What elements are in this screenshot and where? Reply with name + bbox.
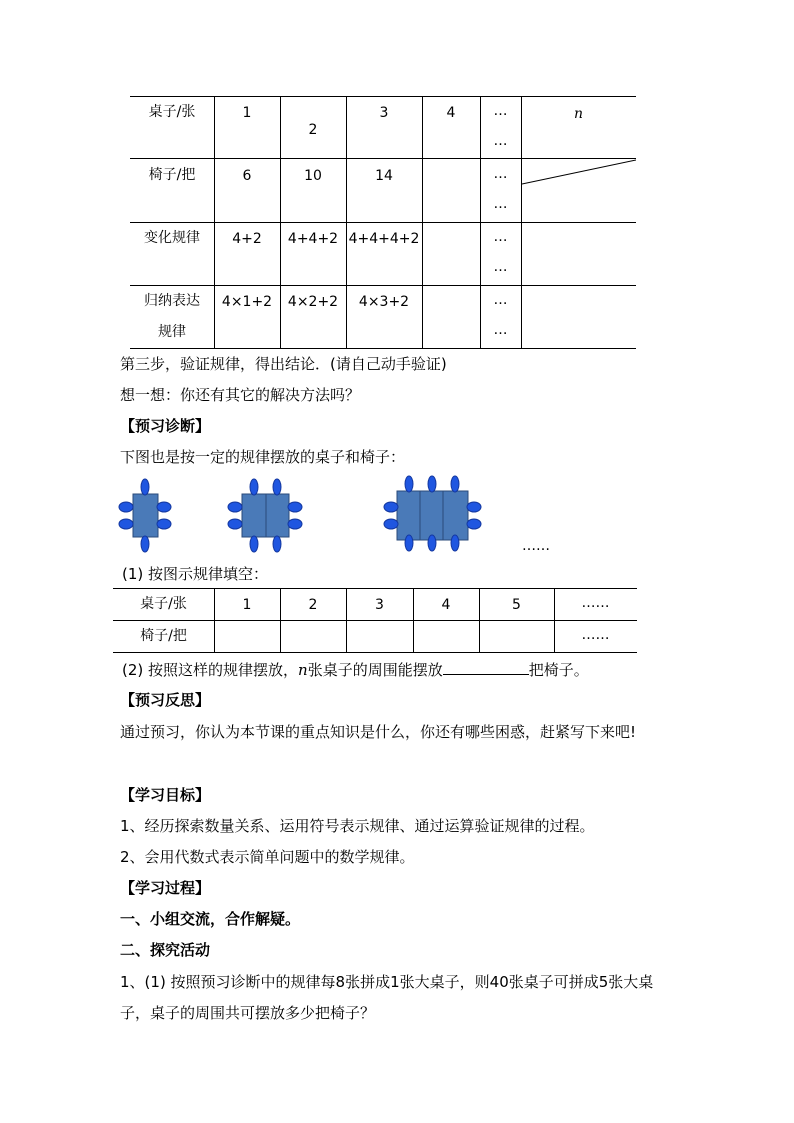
reflection-text: 通过预习，你认为本节课的重点知识是什么，你还有哪些困惑，赶紧写下来吧! [120, 723, 637, 741]
process-step: 二、探究活动 [120, 941, 211, 959]
table-cell: 10 [304, 168, 322, 184]
answer-blank[interactable] [443, 660, 529, 675]
section-heading: 【预习反思】 [120, 691, 211, 709]
chair-shape [157, 519, 171, 529]
ellipsis: … [493, 292, 508, 308]
chair-shape [405, 535, 413, 551]
table-shape [443, 491, 468, 540]
table-cell: 4+4+4+2 [348, 231, 420, 247]
goal-item: 2、会用代数式表示简单问题中的数学规律。 [120, 848, 415, 866]
section-heading: 【预习诊断】 [120, 417, 211, 435]
chair-shape [451, 535, 459, 551]
chair-shape [384, 502, 398, 512]
figure-ellipsis: …… [522, 538, 550, 554]
table-shape [397, 491, 420, 540]
table-cell: 4 [446, 105, 456, 121]
table-cell: 14 [375, 168, 393, 184]
table-cell: 3 [379, 105, 389, 121]
chair-shape [467, 502, 481, 512]
ellipsis: … [493, 322, 508, 338]
table-shape [420, 491, 443, 540]
ellipsis: … [493, 259, 508, 275]
chair-shape [428, 535, 436, 551]
chair-shape [228, 502, 242, 512]
ellipsis: … [493, 166, 508, 182]
activity-text: 子，桌子的周围共可摆放多少把椅子？ [120, 1004, 376, 1022]
chair-shape [250, 536, 258, 552]
think-text: 想一想：你还有其它的解决方法吗？ [120, 386, 361, 404]
row-label: 规律 [158, 324, 186, 340]
process-step: 一、小组交流，合作解疑。 [120, 910, 301, 928]
table-cell: 4×3+2 [358, 294, 410, 310]
diagonal-line [521, 158, 636, 222]
section-heading: 【学习过程】 [120, 879, 211, 897]
chair-shape [228, 519, 242, 529]
ellipsis: …… [581, 595, 610, 611]
tables-chairs-figure [110, 470, 570, 560]
table-cell: 4×1+2 [221, 294, 273, 310]
table-cell: 4+4+2 [287, 231, 339, 247]
chair-shape [288, 519, 302, 529]
chair-shape [384, 519, 398, 529]
n-symbol: n [298, 661, 308, 679]
q2-text: 张桌子的周围能摆放 [307, 661, 443, 679]
chair-shape [273, 536, 281, 552]
chair-shape [288, 502, 302, 512]
activity-text: 1、(1) 按照预习诊断中的规律每8张拼成1张大桌子，则40张桌子可拼成5张大桌 [120, 973, 654, 991]
chair-shape [119, 519, 133, 529]
row-label: 桌子/张 [148, 104, 196, 120]
chair-shape [250, 479, 258, 495]
table-cell: 1 [242, 597, 252, 613]
ellipsis: … [493, 196, 508, 212]
table-cell: 5 [512, 597, 521, 613]
row-label: 桌子/张 [140, 596, 187, 612]
goal-item: 1、经历探索数量关系、运用符号表示规律、通过运算验证规律的过程。 [120, 817, 595, 835]
row-label: 变化规律 [144, 230, 200, 246]
section-heading: 【学习目标】 [120, 786, 211, 804]
table-cell: 4+2 [232, 231, 262, 247]
row-label: 椅子/把 [148, 167, 196, 183]
table-cell: 4 [441, 597, 451, 613]
chair-shape [157, 502, 171, 512]
table-shape [133, 494, 158, 537]
ellipsis: … [493, 229, 508, 245]
chair-shape [141, 536, 149, 552]
chair-shape [451, 476, 459, 492]
chair-shape [405, 476, 413, 492]
ellipsis: …… [581, 627, 610, 643]
step3-text: 第三步，验证规律，得出结论．(请自己动手验证) [120, 355, 447, 373]
row-label: 归纳表达 [144, 293, 200, 309]
table-shape [242, 494, 266, 537]
table-cell: 6 [242, 168, 252, 184]
figure-intro: 下图也是按一定的规律摆放的桌子和椅子： [120, 448, 406, 466]
n-symbol: n [573, 106, 584, 122]
row-label: 椅子/把 [140, 628, 187, 644]
q2-text: 把椅子。 [528, 661, 589, 679]
table-cell: 3 [375, 597, 384, 613]
question-2 [122, 660, 589, 680]
chair-shape [467, 519, 481, 529]
ellipsis: … [493, 103, 508, 119]
table-cell: 1 [242, 105, 252, 121]
table-cell: 4×2+2 [287, 294, 339, 310]
q2-text: (2) 按照这样的规律摆放， [122, 661, 299, 679]
chair-shape [119, 502, 133, 512]
chair-shape [141, 479, 149, 495]
chair-shape [428, 476, 436, 492]
table-cell: 2 [308, 597, 318, 613]
ellipsis: … [493, 133, 508, 149]
table-shape [266, 494, 289, 537]
table-cell: 2 [308, 122, 318, 138]
chair-shape [273, 479, 281, 495]
question-1: (1) 按图示规律填空： [122, 565, 269, 583]
